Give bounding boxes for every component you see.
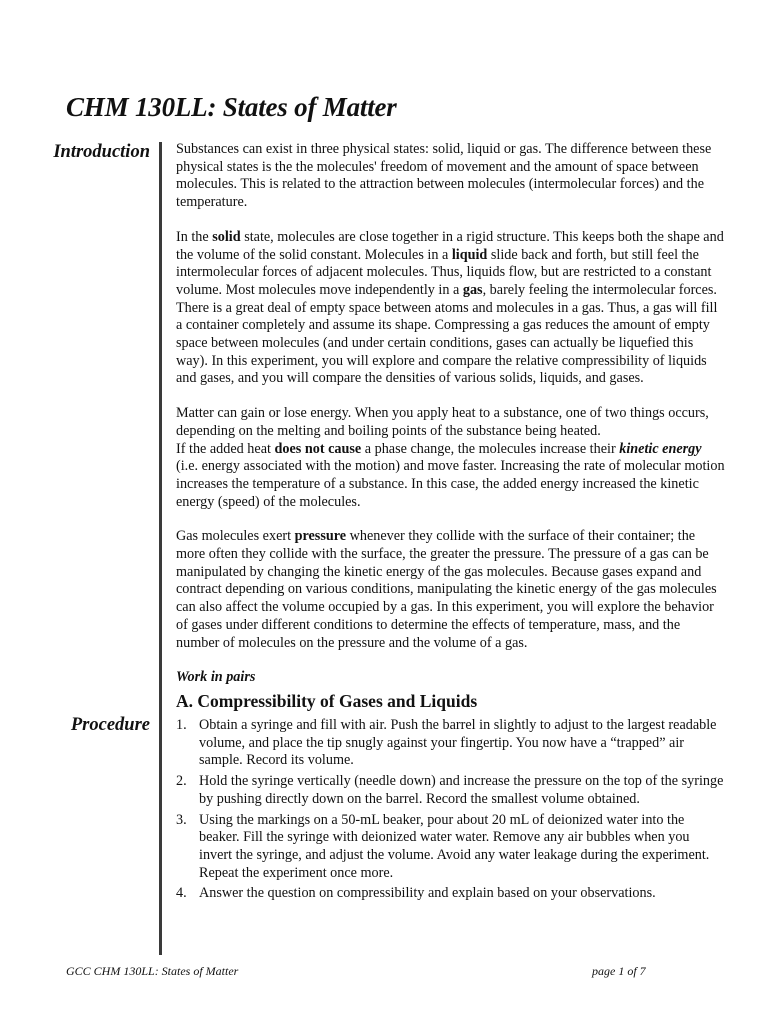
text-run: In the [176,228,213,245]
introduction-label: Introduction [53,142,150,162]
vertical-divider [159,142,162,955]
term-liquid: liquid [451,246,488,263]
list-item [176,717,726,770]
text-run: state, molecules are close together in a rigid structure. This keeps both the shape and the volume of the solid constant. Molecules in a [176,228,724,263]
step-text: Hold the syringe vertically (needle down) and increase the pressure on the top of the syringe by pushing directly down on the barrel. Record the smallest volume obtained. [199,773,724,807]
page-title: CHM 130LL: States of Matter [66,92,397,122]
text-run: whenever they collide with the surface of their container; the more often they collide with the surface, the greater the pressure. The pressure of a gas can be manipulated by changing the kinetic energy of the gas molecules. Because gases expand and contract depending on various conditions, manipulating the kinetic energy of the gas molecules can also affect the volume occupied by a gas. In this experiment, you will explore the behavior of gases under different conditions to determine the effects of temperature, mass, and the number of molecules on the pressure and the volume of a gas. [176,528,717,651]
footer-title: GCC CHM 130LL: States of Matter [66,964,239,978]
term-gas: gas [462,281,483,298]
step-text: Using the markings on a 50-mL beaker, pour about 20 mL of deionized water into the beaker. Fill the syringe with deionized water water. Remove any air bubbles when you invert the syringe, and adjust the volume. Avoid any water leakage during the experiment. Repeat the experiment once more. [199,811,710,881]
intro-paragraph-1: Substances can exist in three physical states: solid, liquid or gas. The difference between these physical states is the the molecules' freedom of movement and the amount of space between molecules. This is related to the attraction between molecules (intermolecular forces) and the temperature. [176,141,712,211]
text-run: Matter can gain or lose energy. When you apply heat to a substance, one of two things occurs, depending on the melting and boiling points of the substance being heated. [176,405,709,439]
intro-paragraph-2 [176,229,726,388]
procedure-steps [176,717,726,903]
text-run: Gas molecules exert [176,528,295,545]
intro-paragraph-3 [176,405,726,511]
text-run: a phase change, the molecules increase their [361,440,620,457]
step-text: Answer the question on compressibility and explain based on your observations. [199,885,656,902]
term-pressure: pressure [294,528,347,545]
text-run: If the added heat [176,440,275,457]
text-run: (i.e. energy associated with the motion) and move faster. Increasing the rate of molecular motion increases the temperature of a substance. In this case, the added energy increased the kinetic energy (speed) of the molecules. [176,458,725,510]
text-run: slide back and forth, but still feel the intermolecular forces of adjacent molecules. Thus, liquids flow, but are restricted to a constant volume. Most molecules move independently in a [176,246,712,298]
step-number: 2. [176,773,187,790]
main-content [176,141,726,906]
list-item [176,773,726,808]
list-item [176,812,726,883]
work-in-pairs-note: Work in pairs [176,669,256,686]
intro-paragraph-4 [176,528,726,652]
text-run: , barely feeling the intermolecular forces. There is a great deal of empty space between atoms and molecules in a gas. Thus, a gas will fill a container completely and assume its shape. Compressing a gas reduces the amount of empty space between molecules (and under certain conditions, gases can actually be liquefied this way). In this experiment, you will explore and compare the relative compressibility of liquids and gases, and you will compare the densities of various solids, liquids, and gases. [176,281,718,387]
step-number: 3. [176,811,187,828]
section-a-heading: A. Compressibility of Gases and Liquids [176,690,478,711]
step-number: 1. [176,716,187,733]
step-text: Obtain a syringe and fill with air. Push the barrel in slightly to adjust to the largest readable volume, and place the tip snugly against your fingertip. You now have a “trapped” air sample. Record its volume. [199,716,717,769]
term-does-not-cause: does not cause [274,440,362,457]
page-number: page 1 of 7 [592,964,646,978]
step-number: 4. [176,885,187,902]
term-solid: solid [212,228,241,245]
term-kinetic-energy: kinetic energy [619,440,702,457]
procedure-label: Procedure [70,715,150,735]
list-item [176,885,726,903]
